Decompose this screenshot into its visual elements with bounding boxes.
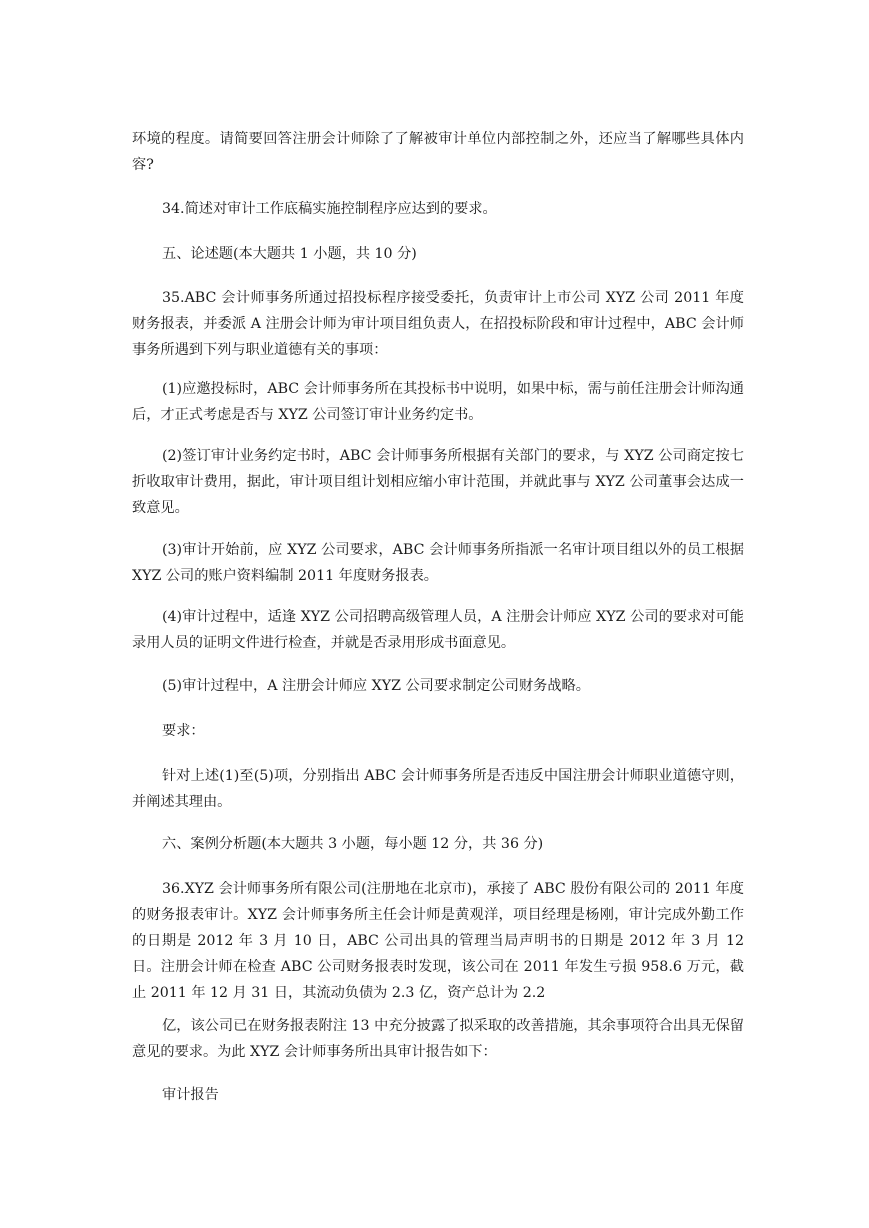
paragraph-q35-item-2: (2)签订审计业务约定书时，ABC 会计师事务所根据有关部门的要求，与 XYZ 公司商定按七折收取审计费用，据此，审计项目组计划相应缩小审计范围，并就此事与 XYZ 公司董事会达成一致意见。 xyxy=(132,448,744,516)
paragraph-q36: 36.XYZ 会计师事务所有限公司(注册地在北京市)，承接了 ABC 股份有限公司的 2011 年度的财务报表审计。XYZ 会计师事务所主任会计师是黄观洋，项目经理是杨刚，审计完成外勤工作的日期是 2012 年 3 月 10 日，ABC 公司出具的管理当局声明书的日期是 2012 年 3 月 12 日。注册会计师在检查 ABC 公司财务报表时发现，该公司在 2011 年发生亏损 958.6 万元，截止 2011 年 12 月 31 日，其流动负债为 2.3 亿，资产总计为 2.2 xyxy=(132,881,745,1001)
section-heading-case-analysis: 六、案例分析题(本大题共 3 小题，每小题 12 分，共 36 分) xyxy=(162,836,544,852)
paragraph-requirement-label: 要求： xyxy=(162,723,205,739)
paragraph-q34: 34.简述对审计工作底稿实施控制程序应达到的要求。 xyxy=(162,201,497,217)
paragraph-q33-continuation: 环境的程度。请简要回答注册会计师除了了解被审计单位内部控制之外，还应当了解哪些具体内容? xyxy=(132,131,744,173)
paragraph-q35-item-5: (5)审计过程中，A 注册会计师应 XYZ 公司要求制定公司财务战略。 xyxy=(162,678,590,694)
paragraph-q35-item-3: (3)审计开始前，应 XYZ 公司要求，ABC 会计师事务所指派一名审计项目组以外的员工根据 XYZ 公司的账户资料编制 2011 年度财务报表。 xyxy=(132,542,744,584)
paragraph-q36-continuation: 亿，该公司已在财务报表附注 13 中充分披露了拟采取的改善措施，其余事项符合出具无保留意见的要求。为此 XYZ 会计师事务所出具审计报告如下： xyxy=(132,1018,744,1060)
paragraph-audit-report-title: 审计报告 xyxy=(162,1087,219,1103)
section-heading-essay: 五、论述题(本大题共 1 小题，共 10 分) xyxy=(162,246,417,262)
paragraph-q35: 35.ABC 会计师事务所通过招投标程序接受委托，负责审计上市公司 XYZ 公司 2011 年度财务报表，并委派 A 注册会计师为审计项目组负责人，在招投标阶段和审计过程中，ABC 会计师事务所遇到下列与职业道德有关的事项： xyxy=(132,290,744,358)
paragraph-requirement: 针对上述(1)至(5)项，分别指出 ABC 会计师事务所是否违反中国注册会计师职业道德守则，并阐述其理由。 xyxy=(132,768,744,810)
paragraph-q35-item-1: (1)应邀投标时，ABC 会计师事务所在其投标书中说明，如果中标，需与前任注册会计师沟通后，才正式考虑是否与 XYZ 公司签订审计业务约定书。 xyxy=(132,381,744,423)
paragraph-q35-item-4: (4)审计过程中，适逢 XYZ 公司招聘高级管理人员，A 注册会计师应 XYZ 公司的要求对可能录用人员的证明文件进行检查，并就是否录用形成书面意见。 xyxy=(132,609,744,651)
